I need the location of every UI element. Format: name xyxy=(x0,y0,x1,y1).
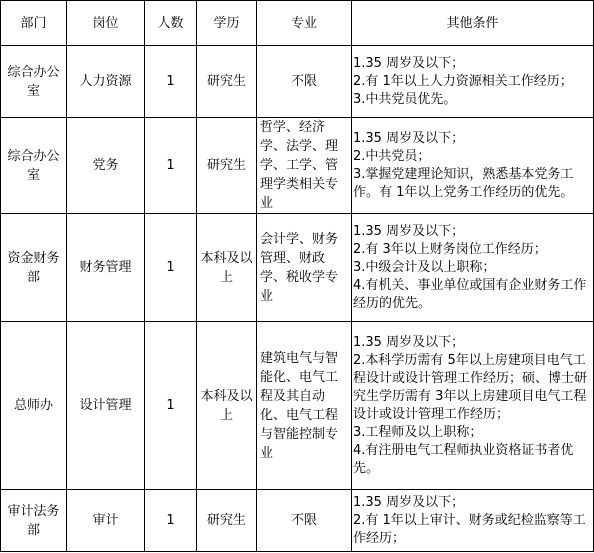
condition-item: 1.35 周岁及以下； xyxy=(353,130,465,146)
count-cell: 1 xyxy=(145,490,197,552)
header-conditions: 其他条件 xyxy=(352,1,594,46)
condition-item: 2.有 3年以上财务岗位工作经历； xyxy=(353,241,547,257)
post-cell: 财务管理 xyxy=(67,214,145,322)
major-cell: 哲学、经济学、法学、理学、工学、管理学类相关专业 xyxy=(257,118,352,214)
major-cell: 不限 xyxy=(257,46,352,118)
dept-cell: 总师办 xyxy=(1,322,67,490)
condition-item: 4.有注册电气工程师执业资格证书者优先。 xyxy=(353,442,574,476)
count-cell: 1 xyxy=(145,214,197,322)
education-cell: 本科及以上 xyxy=(197,214,257,322)
dept-cell: 审计法务部 xyxy=(1,490,67,552)
condition-item: 2.有 1年以上审计、财务或纪检监察等工作经历； xyxy=(353,512,586,546)
conditions-cell xyxy=(352,46,594,118)
major-cell: 会计学、财务管理、财政学、税收学专业 xyxy=(257,214,352,322)
condition-item: 3.中共党员优先。 xyxy=(353,91,457,107)
education-cell: 研究生 xyxy=(197,46,257,118)
table-row xyxy=(1,490,594,552)
condition-item: 1.35 周岁及以下； xyxy=(353,334,465,350)
header-post: 岗位 xyxy=(67,1,145,46)
header-row xyxy=(1,1,594,46)
table-row xyxy=(1,118,594,214)
post-cell: 审计 xyxy=(67,490,145,552)
header-major: 专业 xyxy=(257,1,352,46)
condition-item: 1.35 周岁及以下； xyxy=(353,55,465,71)
condition-item: 2.有 1年以上人力资源相关工作经历； xyxy=(353,73,573,89)
header-dept: 部门 xyxy=(1,1,67,46)
conditions-cell xyxy=(352,214,594,322)
conditions-cell xyxy=(352,322,594,490)
count-cell: 1 xyxy=(145,46,197,118)
major-cell: 不限 xyxy=(257,490,352,552)
condition-item: 3.中级会计及以上职称； xyxy=(353,259,496,275)
dept-cell: 综合办公室 xyxy=(1,46,67,118)
major-cell: 建筑电气与智能化、电气工程及其自动化、电气工程与智能控制专业 xyxy=(257,322,352,490)
post-cell: 人力资源 xyxy=(67,46,145,118)
dept-cell: 综合办公室 xyxy=(1,118,67,214)
condition-item: 2.中共党员； xyxy=(353,148,431,164)
condition-item: 1.35 周岁及以下； xyxy=(353,494,465,510)
post-cell: 党务 xyxy=(67,118,145,214)
table-row xyxy=(1,46,594,118)
condition-item: 4.有机关、事业单位或国有企业财务工作经历的优先。 xyxy=(353,277,587,311)
education-cell: 本科及以上 xyxy=(197,322,257,490)
dept-cell: 资金财务部 xyxy=(1,214,67,322)
post-cell: 设计管理 xyxy=(67,322,145,490)
education-cell: 研究生 xyxy=(197,118,257,214)
count-cell: 1 xyxy=(145,322,197,490)
header-education: 学历 xyxy=(197,1,257,46)
condition-item: 2.本科学历需有 5年以上房建项目电气工程设计或设计管理工作经历；硕、博士研究生学历需有 3年以上房建项目电气工程设计或设计管理工作经历； xyxy=(353,352,588,422)
header-count: 人数 xyxy=(145,1,197,46)
count-cell: 1 xyxy=(145,118,197,214)
condition-item: 3.掌握党建理论知识，熟悉基本党务工作。有 1年以上党务工作经历的优先。 xyxy=(353,166,574,200)
condition-item: 1.35 周岁及以下； xyxy=(353,223,465,239)
table-row xyxy=(1,322,594,490)
table-row xyxy=(1,214,594,322)
education-cell: 研究生 xyxy=(197,490,257,552)
conditions-cell xyxy=(352,118,594,214)
condition-item: 3.工程师及以上职称； xyxy=(353,424,483,440)
conditions-cell xyxy=(352,490,594,552)
